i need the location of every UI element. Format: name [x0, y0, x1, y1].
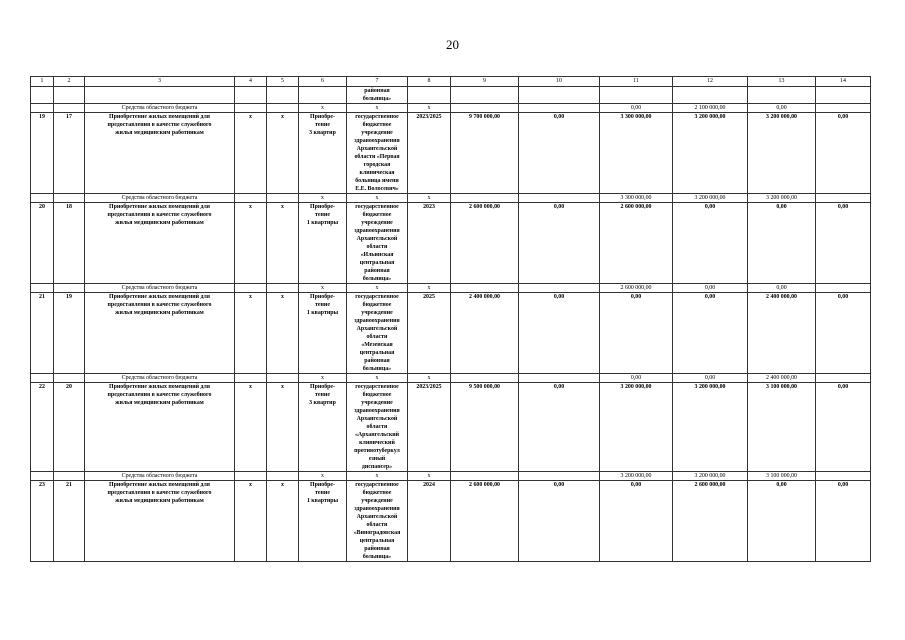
organization-line: бюджетное — [362, 212, 392, 218]
amount-cell: 0,00 — [748, 203, 816, 284]
column-header: 3 — [85, 77, 235, 87]
funding-source-label: Средства областного бюджета — [85, 374, 235, 383]
description-cell — [85, 293, 235, 374]
empty-cell — [31, 87, 54, 104]
amount-cell: 0,00 — [519, 293, 600, 374]
organization-line: бюджетное — [362, 490, 392, 496]
action-line: Приобре- — [310, 114, 335, 120]
organization-line: районная — [364, 546, 390, 552]
organization-line: области — [366, 244, 388, 250]
organization-line: больница» — [362, 276, 392, 282]
funding-source-row — [31, 374, 871, 383]
amount-cell: 0,00 — [748, 481, 816, 562]
organization-line: бюджетное — [362, 392, 392, 398]
period-cell: 2023/2025 — [408, 383, 451, 472]
total-amount-cell: 2 600 000,00 — [451, 203, 519, 284]
funding-source-label: Средства областного бюджета — [85, 104, 235, 113]
description-line: жилья медицинским работникам — [115, 498, 204, 504]
column-header: 12 — [673, 77, 748, 87]
amount-cell: 2 100 000,00 — [673, 104, 748, 113]
organization-line: центральная — [359, 350, 395, 356]
column-header: 14 — [816, 77, 871, 87]
c6-cell: x — [299, 284, 347, 293]
description-cell — [85, 203, 235, 284]
column-header: 5 — [267, 77, 299, 87]
table-row — [31, 481, 871, 562]
action-line: тение — [315, 122, 330, 128]
c5-cell: x — [267, 203, 299, 284]
organization-line: области — [366, 334, 388, 340]
amount-cell: 0,00 — [673, 374, 748, 383]
organization-cell — [347, 383, 408, 472]
empty-cell — [816, 87, 871, 104]
column-header-row — [31, 77, 871, 87]
organization-cell — [347, 203, 408, 284]
c4-cell: x — [235, 113, 267, 194]
period-cell: 2025 — [408, 293, 451, 374]
organization-line: учреждение — [361, 220, 393, 226]
amount-cell: 0,00 — [600, 104, 673, 113]
organization-line: Е.Е. Волосевич» — [355, 186, 399, 192]
c7-cell: x — [347, 374, 408, 383]
table-row — [31, 113, 871, 194]
amount-cell: 0,00 — [519, 113, 600, 194]
column-header: 7 — [347, 77, 408, 87]
description-cell — [85, 481, 235, 562]
organization-line: Архангельской — [356, 236, 398, 242]
empty-cell — [235, 87, 267, 104]
c4-cell: x — [235, 203, 267, 284]
empty-cell — [816, 374, 871, 383]
table-row — [31, 383, 871, 472]
empty-cell — [235, 104, 267, 113]
organization-line: области «Первая — [354, 154, 400, 160]
action-line: тение — [315, 490, 330, 496]
amount-cell: 0,00 — [519, 203, 600, 284]
organization-cell — [347, 87, 408, 104]
funding-source-row — [31, 104, 871, 113]
item-number: 17 — [54, 113, 85, 194]
row-number: 19 — [31, 113, 54, 194]
empty-cell — [54, 104, 85, 113]
c8-cell: x — [408, 104, 451, 113]
amount-cell: 0,00 — [816, 293, 871, 374]
item-number: 20 — [54, 383, 85, 472]
period-cell: 2023/2025 — [408, 113, 451, 194]
amount-cell: 0,00 — [816, 383, 871, 472]
empty-cell — [451, 472, 519, 481]
organization-line: государственное — [355, 482, 399, 488]
funding-source-label: Средства областного бюджета — [85, 194, 235, 203]
amount-cell: 0,00 — [519, 481, 600, 562]
empty-cell — [31, 284, 54, 293]
empty-cell — [519, 472, 600, 481]
c6-cell: x — [299, 104, 347, 113]
organization-line: клинический — [359, 440, 395, 446]
empty-cell — [267, 87, 299, 104]
c5-cell: x — [267, 481, 299, 562]
empty-cell — [408, 87, 451, 104]
empty-cell — [267, 194, 299, 203]
empty-cell — [235, 194, 267, 203]
empty-cell — [519, 284, 600, 293]
amount-cell: 0,00 — [600, 293, 673, 374]
table-row — [31, 203, 871, 284]
description-cell — [85, 113, 235, 194]
empty-cell — [519, 374, 600, 383]
amount-cell: 2 400 000,00 — [748, 374, 816, 383]
organization-line: учреждение — [361, 310, 393, 316]
c6-cell: x — [299, 194, 347, 203]
amount-cell: 3 200 000,00 — [600, 383, 673, 472]
organization-line: больница» — [362, 96, 392, 102]
total-amount-cell: 9 500 000,00 — [451, 383, 519, 472]
empty-cell — [451, 194, 519, 203]
page-number: 20 — [446, 37, 459, 52]
row-number: 21 — [31, 293, 54, 374]
total-amount-cell: 2 400 000,00 — [451, 293, 519, 374]
action-line: Приобре- — [310, 294, 335, 300]
amount-cell: 0,00 — [673, 293, 748, 374]
column-header: 2 — [54, 77, 85, 87]
action-line: 1 квартиры — [306, 220, 339, 226]
organization-cell — [347, 113, 408, 194]
organization-line: центральная — [359, 260, 395, 266]
description-line: предоставления в качестве служебного — [107, 212, 212, 218]
column-header: 4 — [235, 77, 267, 87]
amount-cell: 0,00 — [673, 203, 748, 284]
description-line: предоставления в качестве служебного — [107, 302, 212, 308]
organization-line: диспансер» — [361, 464, 393, 470]
action-line: тение — [315, 392, 330, 398]
action-cell — [299, 383, 347, 472]
empty-cell — [673, 87, 748, 104]
empty-cell — [816, 284, 871, 293]
c5-cell: x — [267, 293, 299, 374]
empty-cell — [519, 104, 600, 113]
continuation-row — [31, 87, 871, 104]
row-number: 22 — [31, 383, 54, 472]
organization-line: районная — [364, 358, 390, 364]
c7-cell: x — [347, 194, 408, 203]
row-number: 23 — [31, 481, 54, 562]
amount-cell: 3 200 000,00 — [673, 194, 748, 203]
amount-cell: 0,00 — [748, 284, 816, 293]
funding-source-label: Средства областного бюджета — [85, 472, 235, 481]
empty-cell — [235, 284, 267, 293]
organization-line: государственное — [355, 294, 399, 300]
action-cell — [299, 203, 347, 284]
action-line: 3 квартир — [309, 130, 336, 136]
empty-cell — [54, 87, 85, 104]
empty-cell — [451, 87, 519, 104]
amount-cell: 3 200 000,00 — [673, 472, 748, 481]
empty-cell — [235, 472, 267, 481]
empty-cell — [600, 87, 673, 104]
organization-line: езный — [368, 456, 386, 462]
column-header: 6 — [299, 77, 347, 87]
empty-cell — [451, 104, 519, 113]
period-cell: 2024 — [408, 481, 451, 562]
action-line: 3 квартир — [309, 400, 336, 406]
empty-cell — [54, 194, 85, 203]
c5-cell: x — [267, 383, 299, 472]
amount-cell: 0,00 — [519, 383, 600, 472]
empty-cell — [267, 104, 299, 113]
organization-cell — [347, 481, 408, 562]
organization-line: Архангельской — [356, 146, 398, 152]
table-row — [31, 293, 871, 374]
organization-line: больница имени — [355, 178, 399, 184]
organization-line: противотуберкул — [354, 448, 400, 454]
empty-cell — [85, 87, 235, 104]
empty-cell — [54, 374, 85, 383]
row-number: 20 — [31, 203, 54, 284]
empty-cell — [31, 374, 54, 383]
action-cell — [299, 293, 347, 374]
c5-cell: x — [267, 113, 299, 194]
action-line: 1 квартиры — [306, 498, 339, 504]
organization-line: здравоохранения — [354, 506, 400, 512]
amount-cell: 3 100 000,00 — [748, 472, 816, 481]
amount-cell: 2 600 000,00 — [673, 481, 748, 562]
action-line: тение — [315, 302, 330, 308]
action-cell — [299, 113, 347, 194]
amount-cell: 3 200 000,00 — [600, 472, 673, 481]
description-line: Приобретение жилых помещений для — [109, 294, 210, 300]
empty-cell — [31, 194, 54, 203]
organization-line: «Виноградовская — [353, 530, 401, 536]
funding-source-label: Средства областного бюджета — [85, 284, 235, 293]
organization-line: «Архангельский — [354, 432, 400, 438]
funding-source-row — [31, 194, 871, 203]
organization-line: государственное — [355, 114, 399, 120]
action-line: 1 квартиры — [306, 310, 339, 316]
action-line: Приобре- — [310, 384, 335, 390]
amount-cell: 2 600 000,00 — [600, 203, 673, 284]
c7-cell: x — [347, 284, 408, 293]
item-number: 21 — [54, 481, 85, 562]
c8-cell: x — [408, 374, 451, 383]
organization-line: области — [366, 522, 388, 528]
column-header: 10 — [519, 77, 600, 87]
total-amount-cell: 2 600 000,00 — [451, 481, 519, 562]
organization-line: учреждение — [361, 130, 393, 136]
item-number: 19 — [54, 293, 85, 374]
organization-line: «Мезенская — [361, 342, 393, 348]
organization-line: здравоохранения — [354, 318, 400, 324]
action-line: Приобре- — [310, 204, 335, 210]
description-line: жилья медицинским работникам — [115, 400, 204, 406]
organization-line: здравоохранения — [354, 228, 400, 234]
empty-cell — [519, 87, 600, 104]
description-line: Приобретение жилых помещений для — [109, 204, 210, 210]
amount-cell: 3 200 000,00 — [673, 383, 748, 472]
period-cell: 2023 — [408, 203, 451, 284]
action-line: тение — [315, 212, 330, 218]
organization-line: «Ильинская — [360, 252, 394, 258]
organization-line: здравоохранения — [354, 138, 400, 144]
empty-cell — [816, 194, 871, 203]
amount-cell: 0,00 — [748, 104, 816, 113]
organization-line: государственное — [355, 204, 399, 210]
organization-line: больница» — [362, 366, 392, 372]
c8-cell: x — [408, 472, 451, 481]
description-cell — [85, 383, 235, 472]
c6-cell: x — [299, 472, 347, 481]
organization-line: Архангельской — [356, 326, 398, 332]
amount-cell: 0,00 — [600, 481, 673, 562]
column-header: 9 — [451, 77, 519, 87]
amount-cell: 0,00 — [816, 481, 871, 562]
empty-cell — [451, 284, 519, 293]
organization-line: области — [366, 424, 388, 430]
action-line: Приобре- — [310, 482, 335, 488]
empty-cell — [816, 472, 871, 481]
organization-line: клиническая — [359, 170, 395, 176]
organization-line: Архангельской — [356, 514, 398, 520]
c8-cell: x — [408, 284, 451, 293]
total-amount-cell: 9 700 000,00 — [451, 113, 519, 194]
description-line: Приобретение жилых помещений для — [109, 482, 210, 488]
description-line: Приобретение жилых помещений для — [109, 384, 210, 390]
funding-source-row — [31, 284, 871, 293]
empty-cell — [267, 284, 299, 293]
amount-cell: 3 300 000,00 — [600, 113, 673, 194]
empty-cell — [299, 87, 347, 104]
funding-source-row — [31, 472, 871, 481]
amount-cell: 2 400 000,00 — [748, 293, 816, 374]
organization-line: учреждение — [361, 400, 393, 406]
organization-line: бюджетное — [362, 122, 392, 128]
column-header: 13 — [748, 77, 816, 87]
organization-line: городская — [363, 162, 391, 168]
organization-line: государственное — [355, 384, 399, 390]
organization-line: здравоохранения — [354, 408, 400, 414]
organization-line: Архангельской — [356, 416, 398, 422]
amount-cell: 3 200 000,00 — [673, 113, 748, 194]
description-line: Приобретение жилых помещений для — [109, 114, 210, 120]
c8-cell: x — [408, 194, 451, 203]
organization-line: районная — [364, 268, 390, 274]
empty-cell — [519, 194, 600, 203]
empty-cell — [31, 104, 54, 113]
amount-cell: 0,00 — [600, 374, 673, 383]
organization-line: районная — [364, 88, 390, 94]
empty-cell — [451, 374, 519, 383]
amount-cell: 2 600 000,00 — [600, 284, 673, 293]
empty-cell — [54, 284, 85, 293]
empty-cell — [267, 472, 299, 481]
c7-cell: x — [347, 104, 408, 113]
amount-cell: 0,00 — [816, 113, 871, 194]
organization-line: больница» — [362, 554, 392, 560]
budget-table — [30, 76, 871, 562]
c4-cell: x — [235, 481, 267, 562]
organization-line: учреждение — [361, 498, 393, 504]
amount-cell: 0,00 — [816, 203, 871, 284]
empty-cell — [748, 87, 816, 104]
amount-cell: 0,00 — [673, 284, 748, 293]
c7-cell: x — [347, 472, 408, 481]
organization-line: бюджетное — [362, 302, 392, 308]
organization-line: центральная — [359, 538, 395, 544]
item-number: 18 — [54, 203, 85, 284]
empty-cell — [267, 374, 299, 383]
column-header: 8 — [408, 77, 451, 87]
c4-cell: x — [235, 383, 267, 472]
description-line: жилья медицинским работникам — [115, 310, 204, 316]
amount-cell: 3 300 000,00 — [600, 194, 673, 203]
description-line: предоставления в качестве служебного — [107, 490, 212, 496]
column-header: 11 — [600, 77, 673, 87]
column-header: 1 — [31, 77, 54, 87]
amount-cell: 3 200 000,00 — [748, 194, 816, 203]
c6-cell: x — [299, 374, 347, 383]
description-line: предоставления в качестве служебного — [107, 122, 212, 128]
description-line: жилья медицинским работникам — [115, 220, 204, 226]
amount-cell: 3 100 000,00 — [748, 383, 816, 472]
description-line: предоставления в качестве служебного — [107, 392, 212, 398]
empty-cell — [816, 104, 871, 113]
organization-cell — [347, 293, 408, 374]
description-line: жилья медицинским работникам — [115, 130, 204, 136]
c4-cell: x — [235, 293, 267, 374]
empty-cell — [54, 472, 85, 481]
amount-cell: 3 200 000,00 — [748, 113, 816, 194]
action-cell — [299, 481, 347, 562]
empty-cell — [235, 374, 267, 383]
empty-cell — [31, 472, 54, 481]
